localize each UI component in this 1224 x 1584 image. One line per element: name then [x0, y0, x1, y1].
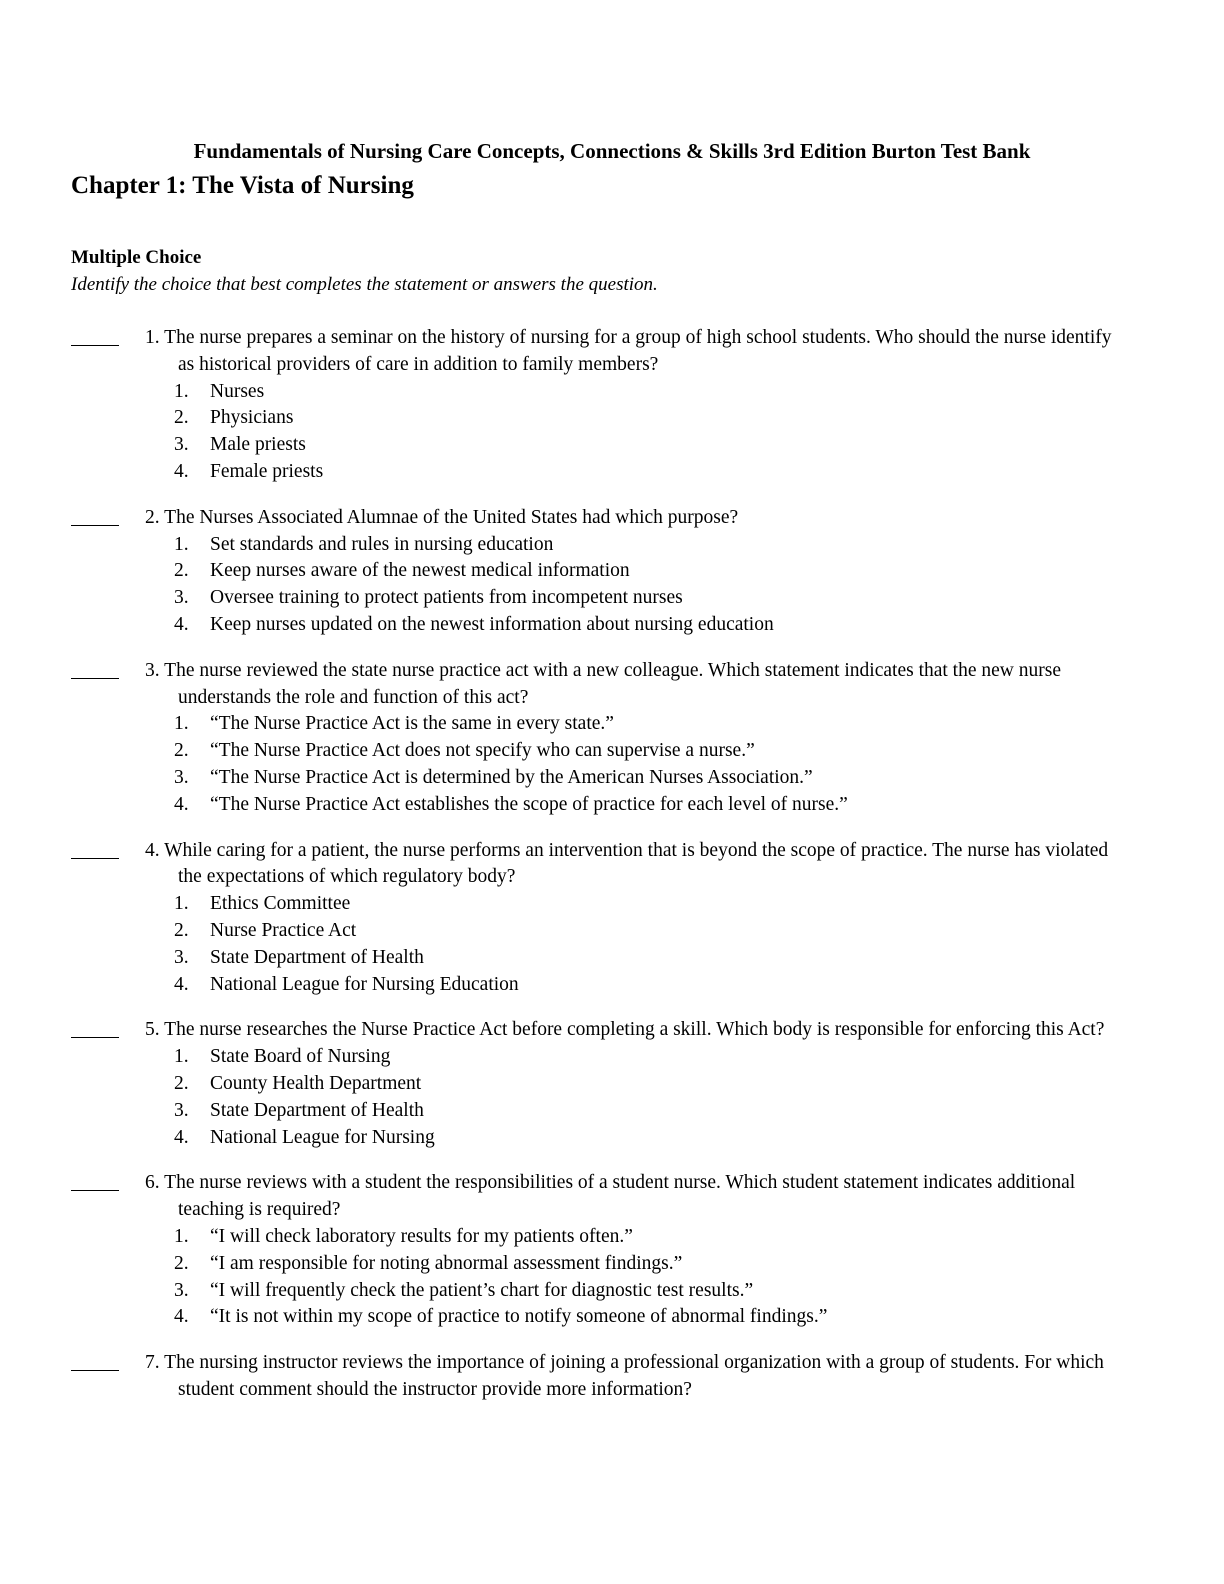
option-number: 4. — [174, 613, 189, 635]
option-number: 2. — [174, 740, 189, 762]
question-number: 5. — [145, 1019, 160, 1041]
answer-option — [174, 1071, 1224, 1098]
option-text: Nurse Practice Act — [210, 919, 357, 941]
question-text: The nurse reviews with a student the responsibilities of a student nurse. Which student statement indicates additional teaching is required? — [164, 1172, 1076, 1221]
option-text: “The Nurse Practice Act establishes the scope of practice for each level of nurse.” — [210, 793, 848, 815]
question-text: The Nurses Associated Alumnae of the United States had which purpose? — [164, 506, 739, 528]
option-text: Physicians — [210, 407, 294, 429]
answer-blank[interactable] — [71, 1370, 119, 1371]
question-number: 6. — [145, 1172, 160, 1194]
option-text: Nurses — [210, 380, 265, 402]
answer-option — [174, 891, 1224, 918]
option-number: 1. — [174, 713, 189, 735]
option-text: “I will check laboratory results for my patients often.” — [210, 1225, 633, 1247]
question-number: 4. — [145, 839, 160, 861]
answer-option — [174, 1304, 1224, 1331]
section-heading: Multiple Choice — [71, 247, 202, 268]
option-text: Male priests — [210, 434, 306, 456]
chapter-title: Chapter 1: The Vista of Nursing — [71, 172, 414, 199]
option-number: 4. — [174, 1126, 189, 1148]
option-text: National League for Nursing Education — [210, 973, 519, 995]
option-text: Keep nurses aware of the newest medical information — [210, 560, 630, 582]
option-list — [0, 1044, 1224, 1151]
option-number: 2. — [174, 560, 189, 582]
option-number: 3. — [174, 1099, 189, 1121]
question-stem — [145, 658, 1128, 712]
option-list — [0, 1224, 1224, 1331]
answer-option — [174, 792, 1224, 819]
option-number: 1. — [174, 533, 189, 555]
question-item — [0, 505, 1224, 639]
answer-option — [174, 1098, 1224, 1125]
option-number: 3. — [174, 587, 189, 609]
answer-blank[interactable] — [71, 345, 119, 346]
question-text: The nurse researches the Nurse Practice Act before completing a skill. Which body is responsible for enforcing this Act? — [164, 1019, 1105, 1041]
document-title: Fundamentals of Nursing Care Concepts, Connections & Skills 3rd Edition Burton Test Bank — [193, 139, 1031, 163]
answer-blank[interactable] — [71, 678, 119, 679]
question-list — [0, 325, 1224, 1423]
answer-blank[interactable] — [71, 1190, 119, 1191]
answer-option — [174, 612, 1224, 639]
answer-option — [174, 459, 1224, 486]
option-number: 4. — [174, 460, 189, 482]
answer-option — [174, 1044, 1224, 1071]
option-number: 1. — [174, 1046, 189, 1068]
answer-option — [174, 711, 1224, 738]
question-number: 1. — [145, 327, 160, 348]
option-number: 3. — [174, 434, 189, 456]
answer-option — [174, 1125, 1224, 1152]
answer-option — [174, 379, 1224, 406]
answer-option — [174, 1278, 1224, 1305]
question-stem — [145, 325, 1128, 379]
option-text: Keep nurses updated on the newest information about nursing education — [210, 613, 774, 635]
option-number: 2. — [174, 1072, 189, 1094]
option-number: 1. — [174, 893, 189, 915]
answer-option — [174, 405, 1224, 432]
option-text: “The Nurse Practice Act is the same in every state.” — [210, 713, 614, 735]
question-item — [0, 1350, 1224, 1404]
answer-blank[interactable] — [71, 858, 119, 859]
option-number: 1. — [174, 1225, 189, 1247]
option-number: 3. — [174, 1279, 189, 1301]
question-stem — [145, 1350, 1128, 1404]
question-text: The nurse reviewed the state nurse practice act with a new colleague. Which statement indicates that the new nurse understands the role and function of this act? — [164, 659, 1061, 708]
option-text: “The Nurse Practice Act does not specify who can supervise a nurse.” — [210, 740, 755, 762]
question-item — [0, 1170, 1224, 1331]
answer-blank[interactable] — [71, 525, 119, 526]
option-number: 4. — [174, 793, 189, 815]
question-item — [0, 658, 1224, 819]
option-text: State Department of Health — [210, 946, 424, 968]
answer-option — [174, 558, 1224, 585]
question-text: The nurse prepares a seminar on the history of nursing for a group of high school students. Who should the nurse identify as historical providers of care in addition to family members? — [164, 327, 1112, 375]
question-stem — [145, 1017, 1128, 1044]
option-number: 4. — [174, 973, 189, 995]
option-text: “The Nurse Practice Act is determined by the American Nurses Association.” — [210, 766, 813, 788]
question-item — [0, 838, 1224, 999]
option-number: 1. — [174, 380, 189, 402]
answer-option — [174, 1224, 1224, 1251]
question-item — [0, 325, 1224, 486]
answer-option — [174, 532, 1224, 559]
option-text: “I am responsible for noting abnormal assessment findings.” — [210, 1252, 683, 1274]
question-stem — [145, 505, 1128, 532]
question-text: The nursing instructor reviews the importance of joining a professional organization with a group of students. For which student comment should the instructor provide more information? — [164, 1352, 1104, 1400]
option-list — [0, 379, 1224, 486]
answer-option — [174, 1251, 1224, 1278]
option-text: “I will frequently check the patient’s chart for diagnostic test results.” — [210, 1279, 754, 1301]
option-list — [0, 532, 1224, 639]
question-number: 2. — [145, 506, 160, 528]
option-text: State Department of Health — [210, 1099, 424, 1121]
option-text: Oversee training to protect patients from incompetent nurses — [210, 587, 683, 609]
option-number: 2. — [174, 919, 189, 941]
option-text: “It is not within my scope of practice to notify someone of abnormal findings.” — [210, 1306, 828, 1328]
question-text: While caring for a patient, the nurse performs an intervention that is beyond the scope of practice. The nurse has violated the expectations of which regulatory body? — [164, 839, 1109, 888]
option-number: 4. — [174, 1306, 189, 1328]
answer-option — [174, 765, 1224, 792]
option-number: 2. — [174, 407, 189, 429]
option-text: Ethics Committee — [210, 893, 351, 915]
answer-option — [174, 738, 1224, 765]
option-list — [0, 711, 1224, 818]
option-text: National League for Nursing — [210, 1126, 435, 1148]
option-text: State Board of Nursing — [210, 1046, 391, 1068]
option-number: 2. — [174, 1252, 189, 1274]
answer-option — [174, 432, 1224, 459]
question-stem — [145, 838, 1128, 892]
answer-option — [174, 972, 1224, 999]
option-list — [0, 891, 1224, 998]
section-instructions: Identify the choice that best completes the statement or answers the question. — [71, 274, 658, 295]
answer-option — [174, 918, 1224, 945]
answer-option — [174, 585, 1224, 612]
question-item — [0, 1017, 1224, 1151]
question-stem — [145, 1170, 1128, 1224]
answer-option — [174, 945, 1224, 972]
question-number: 3. — [145, 659, 160, 681]
question-number: 7. — [145, 1352, 160, 1374]
option-text: County Health Department — [210, 1072, 422, 1094]
option-text: Set standards and rules in nursing education — [210, 533, 554, 555]
option-number: 3. — [174, 766, 189, 788]
answer-blank[interactable] — [71, 1037, 119, 1038]
option-text: Female priests — [210, 460, 324, 482]
option-number: 3. — [174, 946, 189, 968]
